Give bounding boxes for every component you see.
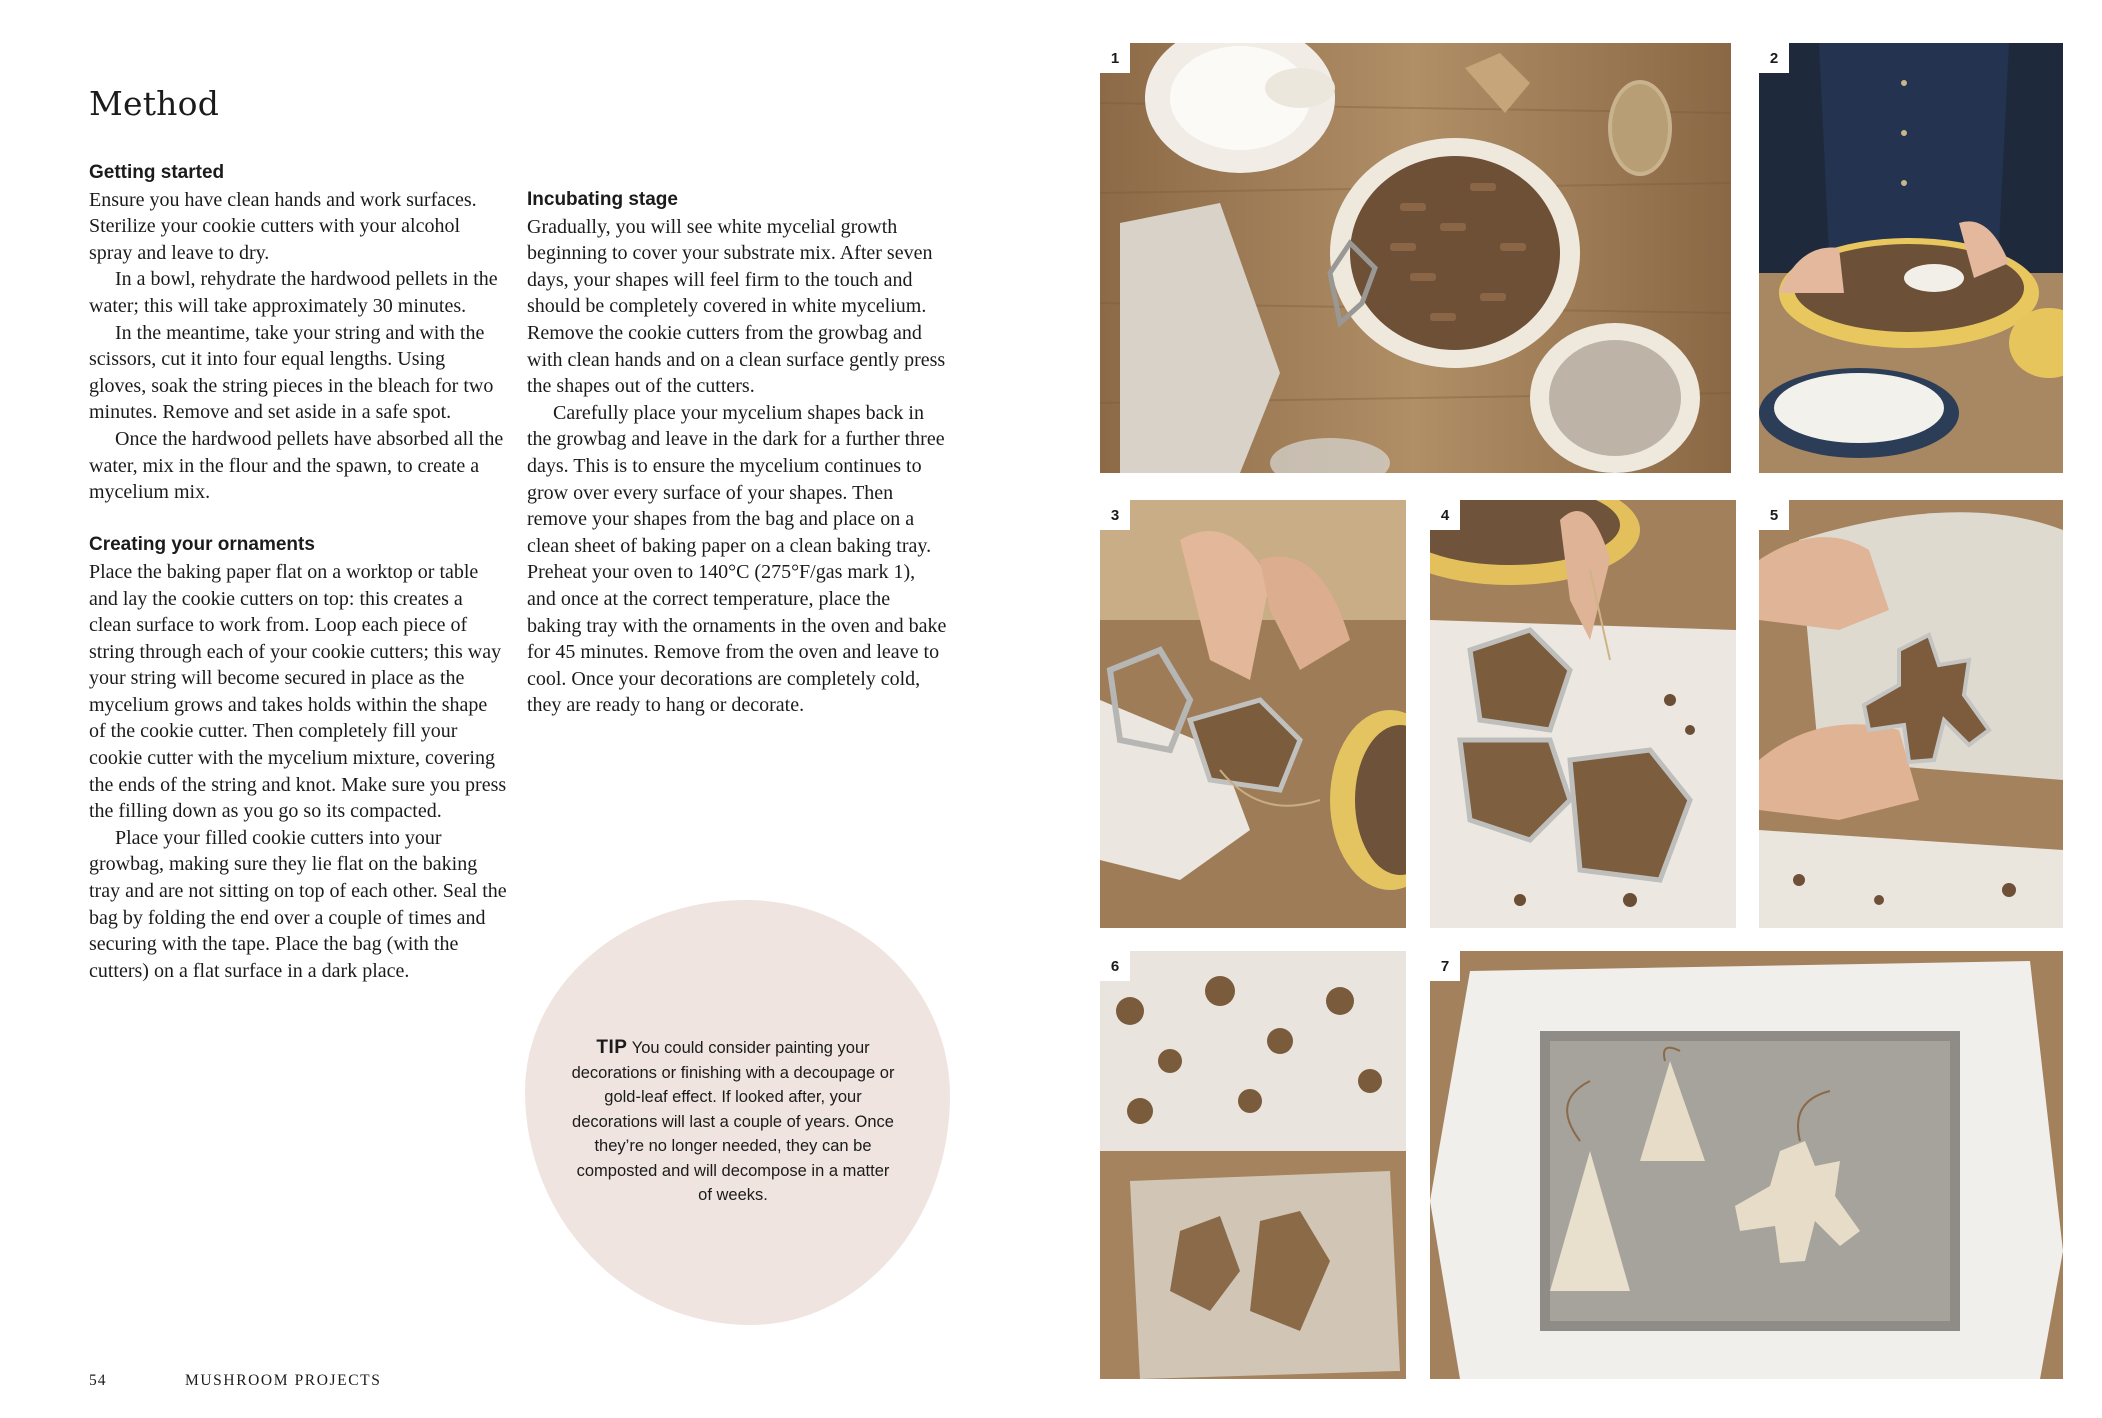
step-2-illustration: [1759, 43, 2063, 473]
step-3-illustration: [1100, 500, 1406, 928]
paragraph: Once the hardwood pellets have absorbed all the water, mix in the flour and the spawn, to create a mycelium mix.: [89, 427, 504, 504]
paragraph: Ensure you have clean hands and work surfaces. Sterilize your cookie cutters with your alcohol spray and leave to dry.: [89, 188, 477, 264]
tip-text: You could consider painting your decorations or finishing with a decoupage or gold-leaf effect. If looked after, your decorations will last a couple of years. Once they’re no longer needed, they can be composted and will decompose in a matter of weeks.: [571, 1039, 895, 1204]
step-number-badge: 7: [1430, 951, 1460, 981]
photo-step-6: [1100, 951, 1406, 1379]
tip-box: [568, 1036, 898, 1208]
paragraph: In the meantime, take your string and with the scissors, cut it into four equal lengths. Using gloves, soak the string pieces in the bleach for two minutes. Remove and set aside in a safe spot.: [89, 321, 494, 424]
page-title: Method: [89, 84, 220, 123]
step-1-illustration: [1100, 43, 1731, 473]
section-heading-incubating-stage: Incubating stage: [527, 189, 678, 210]
paragraph: Place your filled cookie cutters into your growbag, making sure they lie flat on the baking tray and are not sitting on top of each other. Seal the bag by folding the end over a couple of times and securing with the tape. Place the bag (with the cutters) on a flat surface in a dark place.: [89, 826, 507, 982]
photo-step-7: [1430, 951, 2063, 1379]
step-number-badge: 4: [1430, 500, 1460, 530]
left-text-column: [89, 160, 507, 984]
step-number-badge: 2: [1759, 43, 1789, 73]
paragraph: Carefully place your mycelium shapes back in the growbag and leave in the dark for a further three days. This is to ensure the mycelium continues to grow over every surface of your shapes. Then remove your shapes from the bag and place on a clean sheet of baking paper on a clean baking tray. Preheat your oven to 140°C (275°F/gas mark 1), and once at the correct temperature, place the baking tray with the ornaments in the oven and bake for 45 minutes. Remove from the oven and leave to cool. Once your decorations are completely cold, they are ready to hang or decorate.: [527, 401, 947, 717]
step-number-badge: 1: [1100, 43, 1130, 73]
step-7-illustration: [1430, 951, 2063, 1379]
step-number-badge: 6: [1100, 951, 1130, 981]
right-text-column: [527, 187, 947, 719]
running-footer: MUSHROOM PROJECTS: [185, 1372, 382, 1389]
step-number-badge: 3: [1100, 500, 1130, 530]
photo-step-4: [1430, 500, 1736, 928]
photo-step-3: [1100, 500, 1406, 928]
step-6-illustration: [1100, 951, 1406, 1379]
tip-label: TIP: [596, 1037, 628, 1058]
step-5-illustration: [1759, 500, 2063, 928]
paragraph: Gradually, you will see white mycelial growth beginning to cover your substrate mix. After seven days, your shapes will feel firm to the touch and should be completely covered in white mycelium. Remove the cookie cutters from the growbag and with clean hands and on a clean surface gently press the shapes out of the cutters.: [527, 215, 946, 398]
step-number-badge: 5: [1759, 500, 1789, 530]
section-heading-getting-started: Getting started: [89, 162, 225, 183]
page-number: 54: [89, 1372, 107, 1389]
photo-step-5: [1759, 500, 2063, 928]
paragraph: In a bowl, rehydrate the hardwood pellets in the water; this will take approximately 30 minutes.: [89, 268, 498, 317]
photo-step-1: [1100, 43, 1731, 473]
step-4-illustration: [1430, 500, 1736, 928]
photo-step-2: [1759, 43, 2063, 473]
section-heading-creating-ornaments: Creating your ornaments: [89, 534, 315, 556]
paragraph: Place the baking paper flat on a worktop or table and lay the cookie cutters on top: this creates a clean surface to work from. Loop each piece of string through each of your cookie cutters; this way your string will become secured in place as the mycelium grows and takes holds within the shape of the cookie cutter. Then completely fill your cookie cutter with the mycelium mixture, covering the ends of the string and knot. Make sure you press the filling down as you go so its compacted.: [89, 560, 507, 823]
